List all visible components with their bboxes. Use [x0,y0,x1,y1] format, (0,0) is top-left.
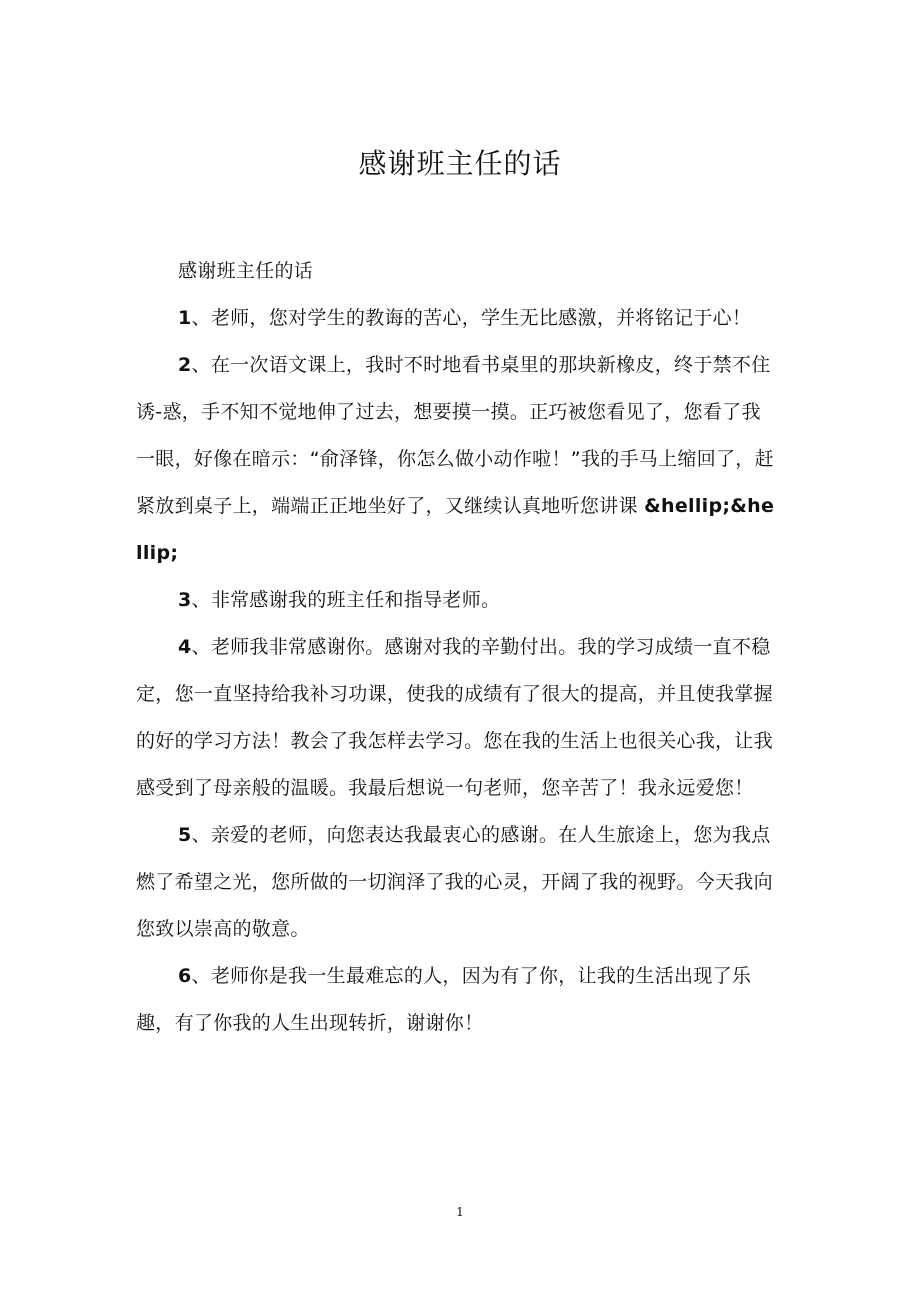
paragraph-number: 4 [178,636,192,658]
paragraph-text: 、老师，您对学生的教诲的苦心，学生无比感激，并将铭记于心！ [191,307,752,329]
paragraph-5 [136,812,776,953]
paragraph-6 [136,953,776,1047]
subtitle-paragraph [136,248,776,295]
document-title: 感谢班主任的话 [358,147,562,180]
paragraph-3 [136,577,776,624]
paragraph-text: 、老师我非常感谢你。感谢对我的辛勤付出。我的学习成绩一直不稳定，您一直坚持给我补习功课，使我的成绩有了很大的提高，并且使我掌握的好的学习方法！教会了我怎样去学习。您在我的生活上也很关心我，让我感受到了母亲般的温暖。我最后想说一句老师，您辛苦了！我永远爱您！ [136,636,773,799]
paragraph-text: 、在一次语文课上，我时不时地看书桌里的那块新橡皮，终于禁不住诱-惑，手不知不觉地伸了过去，想要摸一摸。正巧被您看见了，您看了我一眼，好像在暗示：“俞泽锋，你怎么做小动作啦！”我的手马上缩回了，赶紧放到桌子上，端端正正地坐好了，又继续认真地听您讲课 [136,354,774,517]
paragraph-ellipsis-entity: &hellip;&hellip; [136,495,775,564]
paragraph-number: 3 [178,589,192,611]
paragraph-number: 5 [178,824,192,846]
paragraph-text: 、非常感谢我的班主任和指导老师。 [191,589,501,611]
paragraph-number: 2 [178,354,192,376]
paragraph-2 [136,342,776,577]
subtitle-text: 感谢班主任的话 [178,260,314,282]
paragraph-number: 1 [178,307,192,329]
paragraph-text: 、老师你是我一生最难忘的人，因为有了你，让我的生活出现了乐趣，有了你我的人生出现转折，谢谢你！ [136,965,752,1034]
paragraph-text: 、亲爱的老师，向您表达我最衷心的感谢。在人生旅途上，您为我点燃了希望之光，您所做的一切润泽了我的心灵，开阔了我的视野。今天我向您致以崇高的敬意。 [136,824,773,940]
document-body [136,248,776,1047]
paragraph-4 [136,624,776,812]
paragraph-1 [136,295,776,342]
page-number: 1 [456,1205,464,1219]
paragraph-number: 6 [178,965,192,987]
